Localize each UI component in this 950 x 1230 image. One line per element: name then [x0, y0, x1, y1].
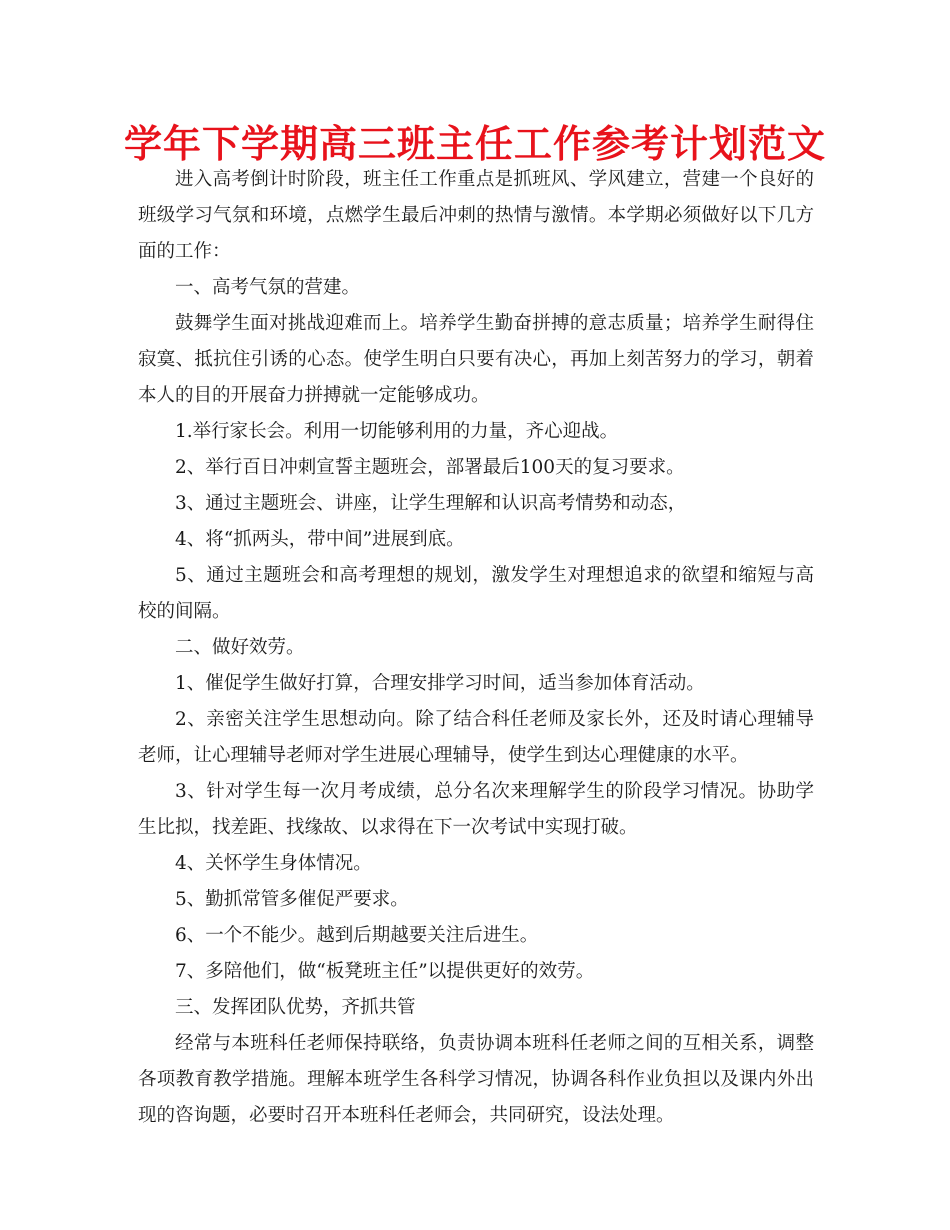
list-item: 7、多陪他们，做“板凳班主任”以提供更好的效劳。 — [175, 961, 595, 982]
list-item: 2、举行百日冲刺宣誓主题班会，部署最后100天的复习要求。 — [175, 457, 685, 478]
paragraph: 经常与本班科任老师保持联络，负责协调本班科任老师之间的互相关系，调整各项教育教学措施。理解本班学生各科学习情况，协调各科作业负担以及课内外出现的咨询题，必要时召开本班科任老师会，共同研究，设法处理。 — [138, 1033, 814, 1126]
list-item: 4、将“抓两头，带中间”进展到底。 — [175, 529, 465, 550]
paragraph: 鼓舞学生面对挑战迎难而上。培养学生勤奋拼搏的意志质量；培养学生耐得住寂寞、抵抗住引诱的心态。使学生明白只要有决心，再加上刻苦努力的学习，朝着本人的目的开展奋力拼搏就一定能够成功。 — [138, 313, 814, 406]
section-heading-1: 一、高考气氛的营建。 — [175, 277, 361, 298]
list-item: 6、一个不能少。越到后期越要关注后进生。 — [175, 925, 539, 946]
section-heading-3: 三、发挥团队优势，齐抓共管 — [175, 997, 416, 1018]
list-item: 1、催促学生做好打算，合理安排学习时间，适当参加体育活动。 — [175, 673, 705, 694]
list-item: 5、通过主题班会和高考理想的规划，激发学生对理想追求的欲望和缩短与高校的间隔。 — [138, 565, 814, 622]
paragraph-intro: 进入高考倒计时阶段，班主任工作重点是抓班风、学风建立，营建一个良好的班级学习气氛和环境，点燃学生最后冲刺的热情与激情。本学期必须做好以下几方面的工作： — [138, 169, 814, 262]
section-heading-2: 二、做好效劳。 — [175, 637, 305, 658]
list-item: 3、针对学生每一次月考成绩，总分名次来理解学生的阶段学习情况。协助学生比拟，找差距、找缘故、以求得在下一次考试中实现打破。 — [138, 781, 814, 838]
document-body — [138, 162, 814, 1134]
document-title: 学年下学期高三班主任工作参考计划范文 — [123, 122, 826, 166]
list-item: 2、亲密关注学生思想动向。除了结合科任老师及家长外，还及时请心理辅导老师，让心理辅导老师对学生进展心理辅导，使学生到达心理健康的水平。 — [138, 709, 814, 766]
list-item: 4、关怀学生身体情况。 — [175, 853, 372, 874]
list-item: 1.举行家长会。利用一切能够利用的力量，齐心迎战。 — [175, 421, 619, 442]
list-item: 5、勤抓常管多催促严要求。 — [175, 889, 409, 910]
list-item: 3、通过主题班会、讲座，让学生理解和认识高考情势和动态， — [175, 493, 687, 514]
